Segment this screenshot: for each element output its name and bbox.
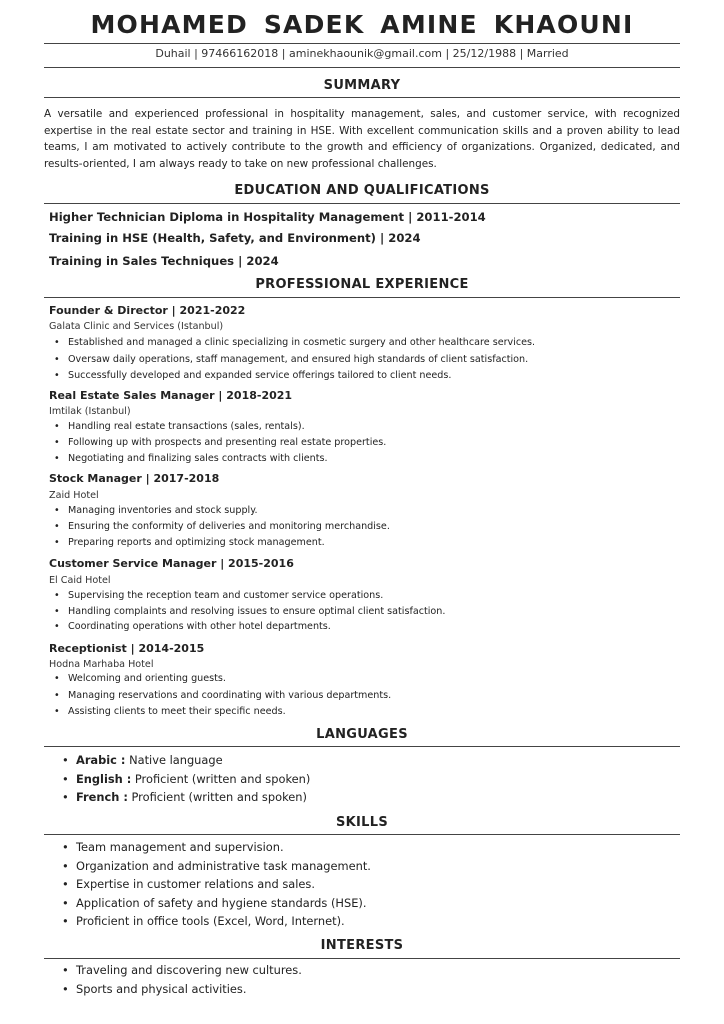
job-bullet: • Supervising the reception team and customer service operations. [52, 590, 445, 606]
language-name: English : [76, 771, 132, 786]
job-bullet: • Ensuring the conformity of deliveries and monitoring merchandise. [52, 521, 390, 537]
job-bullet: • Handling real estate transactions (sales, rentals). [52, 421, 386, 437]
skills-list [62, 838, 371, 931]
contact-divider [44, 67, 680, 68]
job-bullets [52, 337, 535, 387]
job-bullet: • Established and managed a clinic specializing in cosmetic surgery and other healthcare services. [52, 337, 535, 354]
interests-divider [44, 958, 680, 959]
job-bullet: • Managing reservations and coordinating with various departments. [52, 690, 391, 707]
skill-item: • Organization and administrative task management. [62, 857, 371, 876]
job-bullet: • Preparing reports and optimizing stock management. [52, 537, 390, 553]
education-heading: EDUCATION AND QUALIFICATIONS [234, 183, 490, 198]
job-bullet: • Managing inventories and stock supply. [52, 505, 390, 521]
skills-divider [44, 834, 680, 835]
education-divider [44, 203, 680, 204]
skill-item: • Application of safety and hygiene standards (HSE). [62, 894, 371, 913]
candidate-name: MOHAMED SADEK AMINE KHAOUNI [90, 10, 634, 39]
job-title: Founder & Director | 2021-2022 [49, 304, 246, 317]
skill-item: • Proficient in office tools (Excel, Word, Internet). [62, 912, 371, 931]
languages-divider [44, 746, 680, 747]
job-bullet: • Successfully developed and expanded service offerings tailored to client needs. [52, 370, 535, 387]
interests-heading: INTERESTS [320, 938, 404, 953]
languages-heading: LANGUAGES [316, 727, 408, 742]
experience-divider [44, 297, 680, 298]
language-level: Proficient (written and spoken) [127, 790, 307, 804]
job-company: El Caid Hotel [49, 575, 111, 586]
summary-divider [44, 97, 680, 98]
language-item [62, 751, 310, 770]
job-bullet: • Assisting clients to meet their specific needs. [52, 706, 391, 723]
job-bullets [52, 590, 445, 637]
job-bullet: • Coordinating operations with other hotel departments. [52, 621, 445, 637]
job-title: Stock Manager | 2017-2018 [49, 472, 220, 485]
education-item: Training in Sales Techniques | 2024 [49, 254, 279, 268]
job-title: Customer Service Manager | 2015-2016 [49, 557, 294, 570]
header-divider [44, 43, 680, 44]
language-level: Native language [125, 753, 223, 767]
experience-heading: PROFESSIONAL EXPERIENCE [255, 277, 469, 292]
job-title: Receptionist | 2014-2015 [49, 642, 205, 655]
skills-heading: SKILLS [335, 815, 388, 830]
education-item: Higher Technician Diploma in Hospitality Management | 2011-2014 [49, 210, 486, 224]
job-title: Real Estate Sales Manager | 2018-2021 [49, 389, 293, 402]
job-bullet: • Negotiating and finalizing sales contracts with clients. [52, 453, 386, 469]
summary-text: A versatile and experienced professional in hospitality management, sales, and customer service, with recognized expertise in the real estate sector and training in HSE. With excellent communication skills and a proven ability to lead teams, I am motivated to actively contribute to the growth and efficiency of organizations. Organized, dedicated, and results-oriented, I am always ready to take on new professional challenges. [44, 108, 680, 170]
job-bullets [52, 673, 391, 723]
job-bullet: • Following up with prospects and presenting real estate properties. [52, 437, 386, 453]
language-level: Proficient (written and spoken) [131, 771, 311, 786]
job-company: Zaid Hotel [49, 490, 99, 501]
language-name: Arabic : [76, 753, 126, 767]
job-bullets [52, 505, 390, 553]
skill-item: • Team management and supervision. [62, 838, 371, 857]
language-name: French : [76, 790, 128, 804]
interest-item: • Sports and physical activities. [62, 980, 302, 999]
job-bullet: • Handling complaints and resolving issues to ensure optimal client satisfaction. [52, 606, 445, 622]
interests-list [62, 961, 302, 998]
job-bullet: • Oversaw daily operations, staff management, and ensured high standards of client satisfaction. [52, 354, 535, 371]
summary-heading: SUMMARY [323, 78, 401, 93]
job-bullets [52, 421, 386, 469]
language-item [62, 788, 310, 807]
education-item: Training in HSE (Health, Safety, and Environment) | 2024 [49, 231, 421, 245]
languages-list [62, 751, 310, 807]
job-company: Imtilak (Istanbul) [49, 406, 131, 417]
interest-item: • Traveling and discovering new cultures. [62, 961, 302, 980]
job-company: Hodna Marhaba Hotel [49, 659, 154, 670]
job-bullet: • Welcoming and orienting guests. [52, 673, 391, 690]
contact-line: Duhail | 97466162018 | aminekhaounik@gmail.com | 25/12/1988 | Married [155, 47, 569, 60]
skill-item: • Expertise in customer relations and sales. [62, 875, 371, 894]
language-item [62, 770, 310, 789]
job-company: Galata Clinic and Services (Istanbul) [49, 321, 224, 332]
